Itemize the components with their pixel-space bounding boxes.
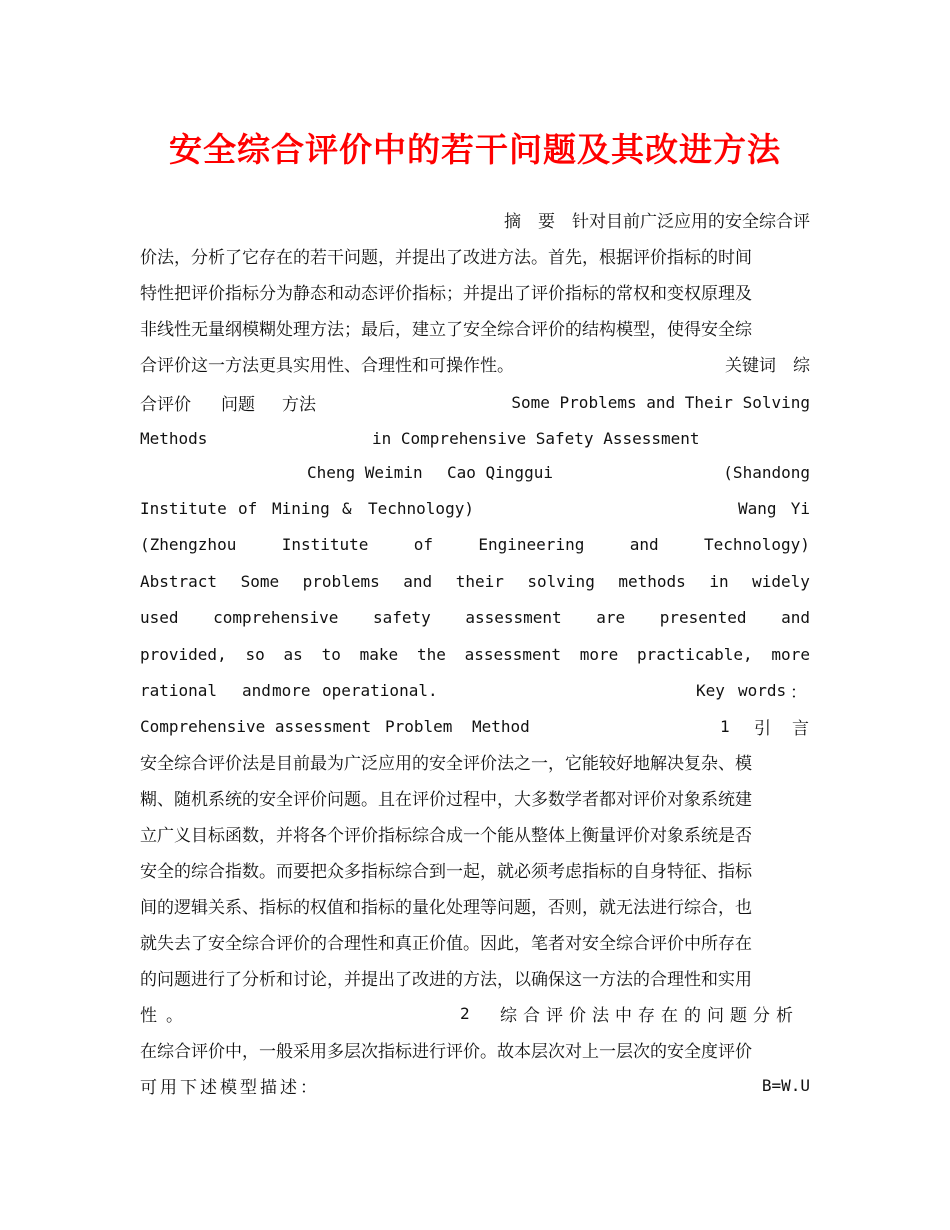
paragraph-text: 描 — [260, 1077, 277, 1098]
word: so — [245, 644, 265, 664]
text-line — [140, 815, 810, 851]
paragraph-text: 在综合评价中，一般采用多层次指标进行评价。故本层次对上一层次的安全度评价 — [140, 1041, 752, 1062]
text-line — [140, 563, 810, 599]
section-heading: 言 — [792, 718, 809, 739]
paragraph-text: 性 — [140, 1005, 157, 1026]
word: practicable, — [637, 644, 753, 664]
text-line — [140, 237, 810, 273]
document-title: 安全综合评价中的若干问题及其改进方法 — [169, 130, 781, 169]
section-heading: 析 — [776, 1005, 793, 1026]
text-line — [140, 672, 810, 708]
text-line — [140, 526, 810, 562]
section-heading: 中 — [615, 1005, 632, 1026]
word: make — [359, 644, 399, 664]
word: more — [272, 680, 311, 700]
section-heading: 问 — [707, 1005, 724, 1026]
english-title: in Comprehensive Safety Assessment — [372, 428, 700, 448]
word: Abstract — [140, 571, 218, 591]
word: & — [342, 498, 352, 518]
word: to — [321, 644, 341, 664]
word: provided, — [140, 644, 227, 664]
keyword: 方法 — [282, 394, 316, 415]
keywords-label: 关键词 综 — [725, 355, 810, 376]
text-line — [140, 743, 810, 779]
paragraph-text: 就失去了安全综合评价的合理性和真正价值。因此，笔者对安全综合评价中所存在 — [140, 933, 752, 954]
word: their — [455, 571, 504, 591]
section-heading: 的 — [684, 1005, 701, 1026]
word: operational. — [322, 680, 438, 700]
paragraph-text: 价法，分析了它存在的若干问题，并提出了改进方法。首先，根据评价指标的时间 — [140, 247, 752, 268]
text-line — [140, 273, 810, 309]
text-line — [140, 995, 810, 1031]
word: Mining — [272, 498, 330, 518]
word: the — [416, 644, 446, 664]
paragraph-text: 的问题进行了分析和讨论，并提出了改进的方法，以确保这一方法的合理性和实用 — [140, 969, 752, 990]
paragraph-text: 立广义目标函数，并将各个评价指标综合成一个能从整体上衡量评价对象系统是否 — [140, 825, 752, 846]
word: assessment — [464, 644, 561, 664]
section-heading: 综 — [500, 1005, 517, 1026]
paragraph-text: 糊、随机系统的安全评价问题。且在评价过程中，大多数学者都对评价对象系统建 — [140, 789, 752, 810]
section-heading: 价 — [569, 1005, 586, 1026]
paragraph-text: 。 — [166, 1005, 183, 1026]
keywords-label: words — [738, 680, 787, 700]
section-heading: 分 — [753, 1005, 770, 1026]
affiliation: (Shandong — [723, 462, 810, 482]
section-number: 1 — [720, 716, 730, 736]
word: Some — [240, 571, 280, 591]
paragraph-text: 模 — [220, 1077, 237, 1098]
text-line — [140, 779, 810, 815]
paragraph-text: 述 — [200, 1077, 217, 1098]
text-line — [140, 708, 810, 744]
text-line — [140, 490, 810, 526]
word: are — [596, 607, 626, 627]
word: rational — [140, 680, 218, 700]
section-heading: 存 — [638, 1005, 655, 1026]
text-line — [140, 923, 810, 959]
paragraph-text: 间的逻辑关系、指标的权值和指标的量化处理等问题，否则，就无法进行综合，也 — [140, 897, 752, 918]
paragraph-text: 安全综合评价法是目前最为广泛应用的安全评价法之一，它能较好地解决复杂、模 — [140, 753, 752, 774]
text-line — [140, 384, 810, 420]
keywords-label: Key — [696, 680, 725, 700]
author-name: Wang — [738, 498, 777, 518]
word: more — [771, 644, 810, 664]
word: solving — [527, 571, 595, 591]
keyword: 问题 — [221, 394, 255, 415]
word: more — [579, 644, 619, 664]
word: comprehensive — [213, 607, 339, 627]
section-heading: 合 — [523, 1005, 540, 1026]
section-heading: 法 — [592, 1005, 609, 1026]
word: of — [413, 534, 434, 554]
text-line — [140, 887, 810, 923]
section-number: 2 — [460, 1003, 470, 1023]
paragraph-text: 特性把评价指标分为静态和动态评价指标；并提出了评价指标的常权和变权原理及 — [140, 283, 752, 304]
word: problems — [302, 571, 380, 591]
text-line — [140, 1067, 810, 1103]
word: in — [709, 571, 729, 591]
word: Technology) — [703, 534, 810, 554]
author-name: Yi — [790, 498, 810, 518]
author-name: Cao Qinggui — [447, 462, 553, 482]
keywords-label: ： — [790, 682, 807, 703]
word: Technology) — [368, 498, 474, 518]
word: presented — [659, 607, 747, 627]
paragraph-text: 述 — [280, 1077, 297, 1098]
author-name: Cheng Weimin — [307, 462, 423, 482]
paragraph-text: 安全的综合指数。而要把众多指标综合到一起，就必须考虑指标的自身特征、指标 — [140, 861, 752, 882]
keyword: Comprehensive assessment — [140, 716, 372, 736]
text-line — [140, 201, 810, 237]
english-title: Some Problems and Their Solving — [511, 392, 810, 412]
section-heading: 引 — [754, 718, 771, 739]
keyword: Problem — [385, 716, 453, 736]
section-heading: 题 — [730, 1005, 747, 1026]
text-line — [140, 345, 810, 381]
formula: B=W.U — [761, 1075, 810, 1095]
paragraph-text: 合评价这一方法更具实用性、合理性和可操作性。 — [140, 355, 514, 376]
paragraph-text: 型 — [240, 1077, 257, 1098]
word: Institute — [140, 498, 227, 518]
word: methods — [618, 571, 686, 591]
word: Engineering — [478, 534, 585, 554]
word: widely — [752, 571, 810, 591]
paragraph-text: 下 — [180, 1077, 197, 1098]
word: as — [283, 644, 303, 664]
english-title: Methods — [140, 428, 208, 448]
word: assessment — [465, 607, 562, 627]
text-line — [140, 851, 810, 887]
word: of — [238, 498, 258, 518]
abstract-heading: 摘 要 针对目前广泛应用的安全综合评 — [504, 211, 810, 232]
section-heading: 评 — [546, 1005, 563, 1026]
word: and — [403, 571, 433, 591]
word: and — [629, 534, 659, 554]
word: (Zhengzhou — [140, 534, 237, 554]
paragraph-text: ： — [300, 1077, 317, 1098]
word: safety — [372, 607, 431, 627]
word: and — [242, 680, 271, 700]
text-line — [140, 636, 810, 672]
text-line — [140, 420, 810, 456]
section-heading: 在 — [661, 1005, 678, 1026]
text-line — [140, 599, 810, 635]
text-line — [140, 454, 810, 490]
keyword: Method — [472, 716, 530, 736]
text-line — [140, 309, 810, 345]
paragraph-text: 用 — [160, 1077, 177, 1098]
word: and — [781, 607, 810, 627]
keyword: 合评价 — [140, 394, 191, 415]
word: used — [140, 607, 179, 627]
word: Institute — [281, 534, 369, 554]
text-line — [140, 959, 810, 995]
paragraph-text: 可 — [140, 1077, 157, 1098]
paragraph-text: 非线性无量纲模糊处理方法；最后，建立了安全综合评价的结构模型，使得安全综 — [140, 319, 752, 340]
text-line — [140, 1031, 810, 1067]
